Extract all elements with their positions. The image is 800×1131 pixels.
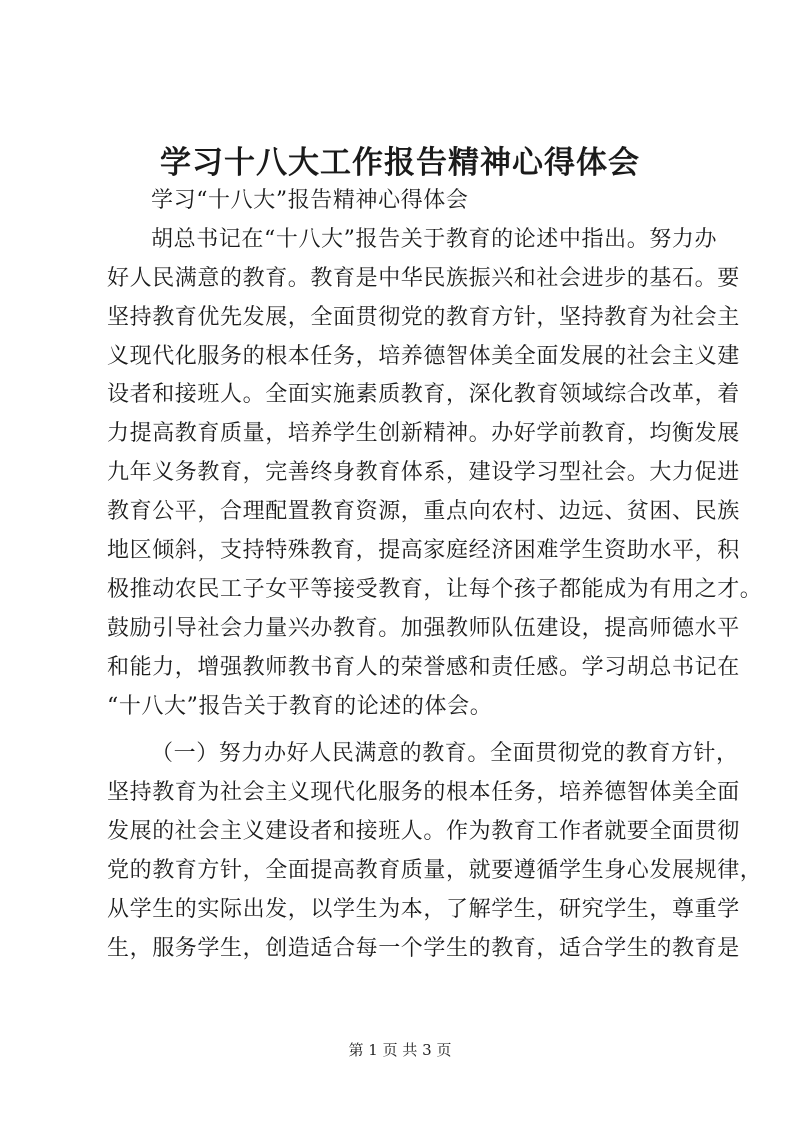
- paragraph-line: 发展的社会主义建设者和接班人。作为教育工作者就要全面贯彻: [107, 819, 740, 845]
- paragraph-line: 坚持教育为社会主义现代化服务的根本任务，培养德智体美全面: [107, 780, 740, 806]
- paragraph-line: 生，服务学生，创造适合每一个学生的教育，适合学生的教育是: [107, 935, 740, 961]
- paragraph-2: [107, 735, 763, 968]
- paragraph-line: （一）努力办好人民满意的教育。全面贯彻党的教育方针，: [151, 741, 739, 767]
- paragraph-line: 地区倾斜，支持特殊教育，提高家庭经济困难学生资助水平，积: [107, 538, 740, 564]
- paragraph-line: “十八大”报告关于教育的论述的体会。: [107, 693, 493, 719]
- paragraph-line: 从学生的实际出发，以学生为本，了解学生，研究学生，尊重学: [107, 897, 740, 923]
- paragraph-gap: [107, 726, 707, 735]
- paragraph-line: 九年义务教育，完善终身教育体系，建设学习型社会。大力促进: [107, 460, 740, 486]
- page-footer: 第 1 页 共 3 页: [348, 1041, 452, 1059]
- paragraph-line: 坚持教育优先发展，全面贯彻党的教育方针，坚持教育为社会主: [107, 304, 740, 330]
- paragraph-line: 胡总书记在“十八大”报告关于教育的论述中指出。努力办: [151, 226, 718, 252]
- paragraph-line: 力提高教育质量，培养学生创新精神。办好学前教育，均衡发展: [107, 421, 740, 447]
- paragraph-line: 好人民满意的教育。教育是中华民族振兴和社会进步的基石。要: [107, 265, 740, 291]
- document-title: 学习十八大工作报告精神心得体会: [160, 145, 640, 181]
- document-body: [107, 182, 763, 969]
- subtitle-line: 学习“十八大”报告精神心得体会: [151, 188, 469, 213]
- paragraph-line: 党的教育方针，全面提高教育质量，就要遵循学生身心发展规律，: [107, 858, 763, 884]
- paragraph-line: 设者和接班人。全面实施素质教育，深化教育领域综合改革，着: [107, 382, 740, 408]
- paragraph-line: 义现代化服务的根本任务，培养德智体美全面发展的社会主义建: [107, 343, 740, 369]
- paragraph-line: 鼓励引导社会力量兴办教育。加强教师队伍建设，提高师德水平: [107, 615, 740, 641]
- paragraph-1: [107, 221, 763, 727]
- paragraph-line: 和能力，增强教师教书育人的荣誉感和责任感。学习胡总书记在: [107, 654, 740, 680]
- paragraph-line: 教育公平，合理配置教育资源，重点向农村、边远、贫困、民族: [107, 499, 740, 525]
- paragraph-line: 极推动农民工子女平等接受教育，让每个孩子都能成为有用之才。: [107, 576, 763, 602]
